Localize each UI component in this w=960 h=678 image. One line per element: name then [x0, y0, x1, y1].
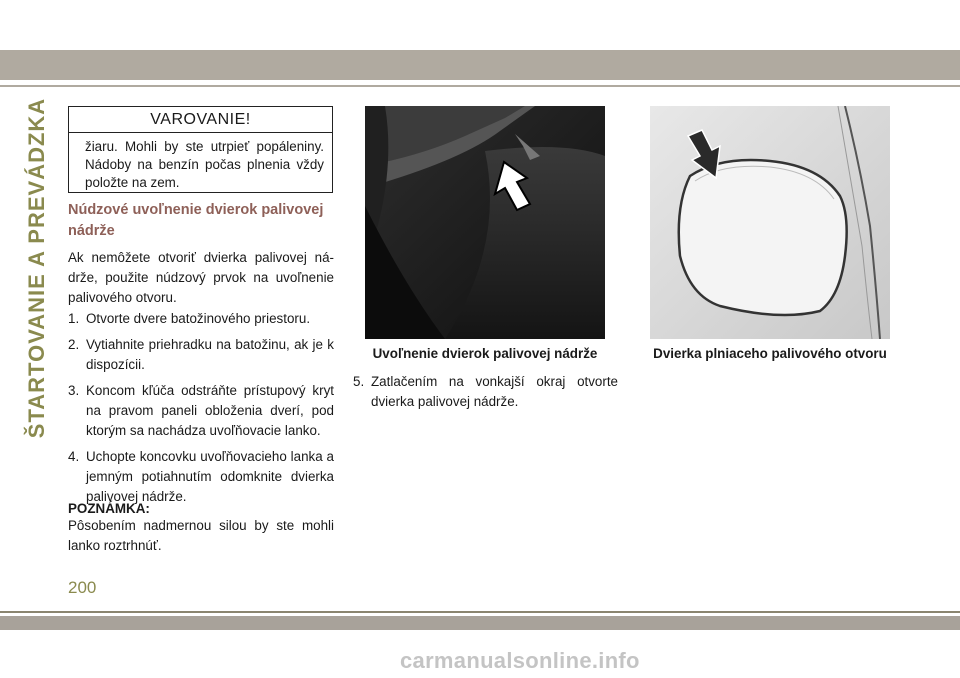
figure-release-cable-photo	[365, 106, 605, 339]
step-text: Koncom kľúča odstráňte prístupový kryt na pravom paneli obloženia dverí, pod ktorým sa nachádza uvoľňovacie lanko.	[86, 383, 334, 438]
figure-caption-fuel-door: Dvierka plniaceho palivového otvoru	[653, 346, 887, 361]
list-item	[68, 309, 334, 329]
step-number: 3.	[68, 383, 80, 398]
steps-list	[68, 309, 334, 513]
watermark: carmanualsonline.info	[400, 648, 640, 673]
warning-title: VAROVANIE!	[69, 107, 332, 133]
step-number: 4.	[68, 449, 80, 464]
list-item	[68, 447, 334, 507]
step-text: Zatlačením na vonkajší okraj otvorte dvierka palivovej nádrže.	[371, 374, 618, 409]
warning-body: žiaru. Mohli by ste utrpieť popáleniny. Nádoby na benzín počas plnenia vždy položte na zem.	[85, 139, 324, 190]
step-number: 2.	[68, 337, 80, 352]
page-number: 200	[68, 578, 97, 597]
chapter-side-tab-label: ŠTARTOVANIE A PREVÁDZKA	[24, 97, 50, 438]
list-item	[68, 381, 334, 441]
footer-rule	[0, 611, 960, 613]
warning-box	[68, 106, 333, 193]
figure-fuel-door-photo	[650, 106, 890, 339]
footer-band	[0, 616, 960, 630]
figure-caption-release-cable: Uvoľnenie dvierok palivovej nádrže	[372, 346, 598, 361]
step-number: 1.	[68, 311, 80, 326]
list-item	[68, 335, 334, 375]
note-label: POZNÁMKA:	[68, 501, 150, 516]
chapter-side-tab	[22, 97, 52, 438]
intro-paragraph: Ak nemôžete otvoriť dvierka palivovej ná-drže, použite núdzový prvok na uvoľnenie palivového otvoru.	[68, 250, 334, 305]
step-text: Otvorte dvere batožinového priestoru.	[86, 311, 311, 326]
step-text: Uchopte koncovku uvoľňovacieho lanka a jemným potiahnutím odomknite dvierka palivovej nádrže.	[86, 449, 334, 504]
list-item	[353, 372, 618, 412]
step-text: Vytiahnite priehradku na batožinu, ak je k dispozícii.	[86, 337, 334, 372]
section-title: Núdzové uvoľnenie dvierok palivovej nádrže	[68, 202, 324, 239]
note-text: Pôsobením nadmernou silou by ste mohli lanko roztrhnúť.	[68, 518, 334, 553]
header-rule	[0, 85, 960, 87]
header-band	[0, 50, 960, 80]
step-number: 5.	[353, 374, 365, 389]
